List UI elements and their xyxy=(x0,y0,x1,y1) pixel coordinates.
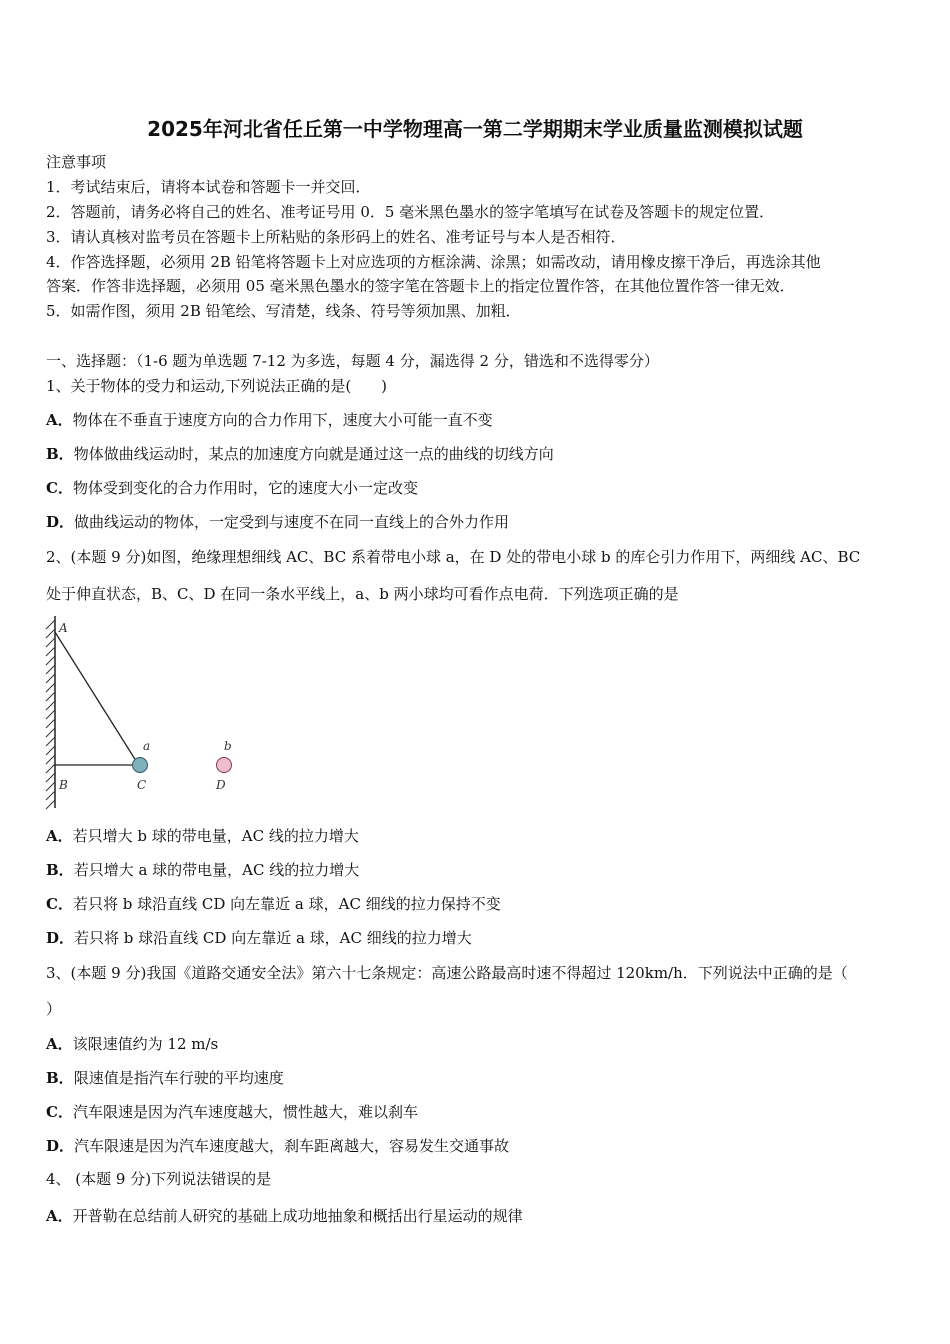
label-a: a xyxy=(143,739,151,753)
q2-figure xyxy=(40,612,250,812)
label-b: b xyxy=(224,739,232,753)
q1-option-c: C．物体受到变化的合力作用时，它的速度大小一定改变 xyxy=(46,479,418,497)
notice-heading: 注意事项 xyxy=(46,153,107,171)
q1-option-b: B．物体做曲线运动时，某点的加速度方向就是通过这一点的曲线的切线方向 xyxy=(46,445,554,463)
q3-option-b: B．限速值是指汽车行驶的平均速度 xyxy=(46,1069,284,1087)
notice-item: 3．请认真核对监考员在答题卡上所粘贴的条形码上的姓名、准考证号与本人是否相符． xyxy=(46,228,626,246)
q2-option-d: D．若只将 b 球沿直线 CD 向左靠近 a 球，AC 细线的拉力增大 xyxy=(46,929,472,947)
ball-b xyxy=(217,758,232,773)
notice-item: 4．作答选择题，必须用 2B 铅笔将答题卡上对应选项的方框涂满、涂黑；如需改动，请用橡皮擦干净后，再选涂其他 xyxy=(46,253,821,271)
notice-item: 1．考试结束后，请将本试卷和答题卡一并交回． xyxy=(46,178,371,196)
label-C: C xyxy=(137,778,147,792)
string-ac xyxy=(55,632,138,764)
q4-option-a: A．开普勒在总结前人研究的基础上成功地抽象和概括出行星运动的规律 xyxy=(46,1207,523,1225)
ball-a xyxy=(133,758,148,773)
q2-option-a: A．若只增大 b 球的带电量，AC 线的拉力增大 xyxy=(46,827,359,845)
q2-option-b: B．若只增大 a 球的带电量，AC 线的拉力增大 xyxy=(46,861,360,879)
label-D: D xyxy=(216,778,226,792)
q1-option-a: A．物体在不垂直于速度方向的合力作用下，速度大小可能一直不变 xyxy=(46,411,493,429)
notice-item: 2．答题前，请务必将自己的姓名、准考证号用 0．5 毫米黑色墨水的签字笔填写在试卷及答题卡的规定位置． xyxy=(46,203,775,221)
section-heading: 一、选择题：（1-6 题为单选题 7-12 为多选，每题 4 分，漏选得 2 分，错选和不选得零分） xyxy=(46,352,659,370)
q3-option-d: D．汽车限速是因为汽车速度越大，刹车距离越大，容易发生交通事故 xyxy=(46,1137,510,1155)
q2-stem-line2: 处于伸直状态，B、C、D 在同一条水平线上，a、b 两小球均可看作点电荷．下列选项正确的是 xyxy=(46,585,679,603)
page-title: 2025年河北省任丘第一中学物理高一第二学期期末学业质量监测模拟试题 xyxy=(147,117,803,141)
q3-option-c: C．汽车限速是因为汽车速度越大，惯性越大，难以刹车 xyxy=(46,1103,418,1121)
q3-stem-line1: 3、(本题 9 分)我国《道路交通安全法》第六十七条规定：高速公路最高时速不得超过 120km/h．下列说法中正确的是（ xyxy=(46,964,848,982)
q4-stem: 4、 (本题 9 分)下列说法错误的是 xyxy=(46,1170,272,1188)
label-A: A xyxy=(59,621,68,635)
notice-item: 答案．作答非选择题，必须用 05 毫米黑色墨水的签字笔在答题卡上的指定位置作答，在其他位置作答一律无效． xyxy=(46,277,795,295)
q2-option-c: C．若只将 b 球沿直线 CD 向左靠近 a 球，AC 细线的拉力保持不变 xyxy=(46,895,501,913)
q3-option-a: A．该限速值约为 12 m/s xyxy=(46,1035,219,1053)
label-B: B xyxy=(59,778,68,792)
q3-stem-line2: ） xyxy=(46,1000,62,1018)
q2-stem-line1: 2、(本题 9 分)如图，绝缘理想细线 AC、BC 系着带电小球 a，在 D 处的带电小球 b 的库仑引力作用下，两细线 AC、BC xyxy=(46,548,861,566)
q1-option-d: D．做曲线运动的物体，一定受到与速度不在同一直线上的合外力作用 xyxy=(46,513,510,531)
q1-stem: 1、关于物体的受力和运动,下列说法正确的是( ) xyxy=(46,377,388,395)
notice-item: 5．如需作图，须用 2B 铅笔绘、写清楚，线条、符号等须加黑、加粗． xyxy=(46,302,521,320)
